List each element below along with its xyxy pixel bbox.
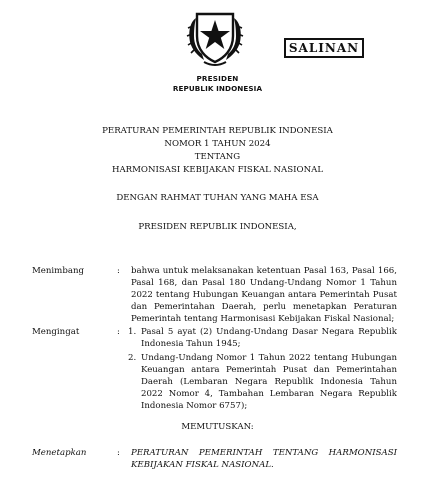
title-line-1: PERATURAN PEMERINTAH REPUBLIK INDONESIA: [102, 126, 333, 136]
menetapkan-colon: :: [117, 448, 120, 458]
blessing-line: DENGAN RAHMAT TUHAN YANG MAHA ESA: [116, 193, 319, 203]
mengingat-label: Mengingat: [32, 327, 80, 337]
title-line-4: HARMONISASI KEBIJAKAN FISKAL NASIONAL: [111, 165, 324, 175]
title-line-2: NOMOR 1 TAHUN 2024: [164, 139, 271, 149]
mengingat-item-1-number: 1.: [128, 327, 137, 337]
menimbang-text: bahwa untuk melaksanakan ketentuan Pasal 163, Pasal 166, Pasal 168, dan Pasal 180 Undang-Undang Nomor 1 Tahun 2022 tentang Hubungan Keuangan antara Pemerintah Pusat dan Pemerintahan Daerah, perlu menetapkan Peraturan Pemerintah tentang Harmonisasi Kebijakan Fiskal Nasional;: [131, 266, 397, 324]
menetapkan-label: Menetapkan: [32, 448, 87, 458]
presiden-label: PRESIDEN: [196, 74, 239, 83]
menetapkan-text: PERATURAN PEMERINTAH TENTANG HARMONISASI KEBIJAKAN FISKAL NASIONAL.: [131, 448, 397, 470]
mengingat-item-2-text: Undang-Undang Nomor 1 Tahun 2022 tentang Hubungan Keuangan antara Pemerintah Pusat dan Pemerintahan Daerah (Lembaran Negara Republik Indonesia Tahun 2022 Nomor 4, Tambahan Lembaran Negara Republik Indonesia Nomor 6757);: [141, 353, 397, 411]
salinan-stamp: [284, 38, 364, 58]
stamp-text: SALINAN: [288, 41, 360, 55]
menimbang-colon: :: [117, 266, 120, 276]
memutuskan-heading: MEMUTUSKAN:: [181, 422, 254, 432]
president-line: PRESIDEN REPUBLIK INDONESIA,: [138, 222, 297, 232]
menimbang-label: Menimbang: [32, 266, 84, 276]
mengingat-item-2-number: 2.: [128, 353, 137, 363]
mengingat-item-1-text: Pasal 5 ayat (2) Undang-Undang Dasar Negara Republik Indonesia Tahun 1945;: [141, 327, 397, 349]
garuda-star-emblem-icon: [186, 6, 244, 70]
title-line-3: TENTANG: [194, 152, 241, 162]
republik-indonesia-label: REPUBLIK INDONESIA: [172, 84, 263, 93]
mengingat-colon: :: [117, 327, 120, 337]
